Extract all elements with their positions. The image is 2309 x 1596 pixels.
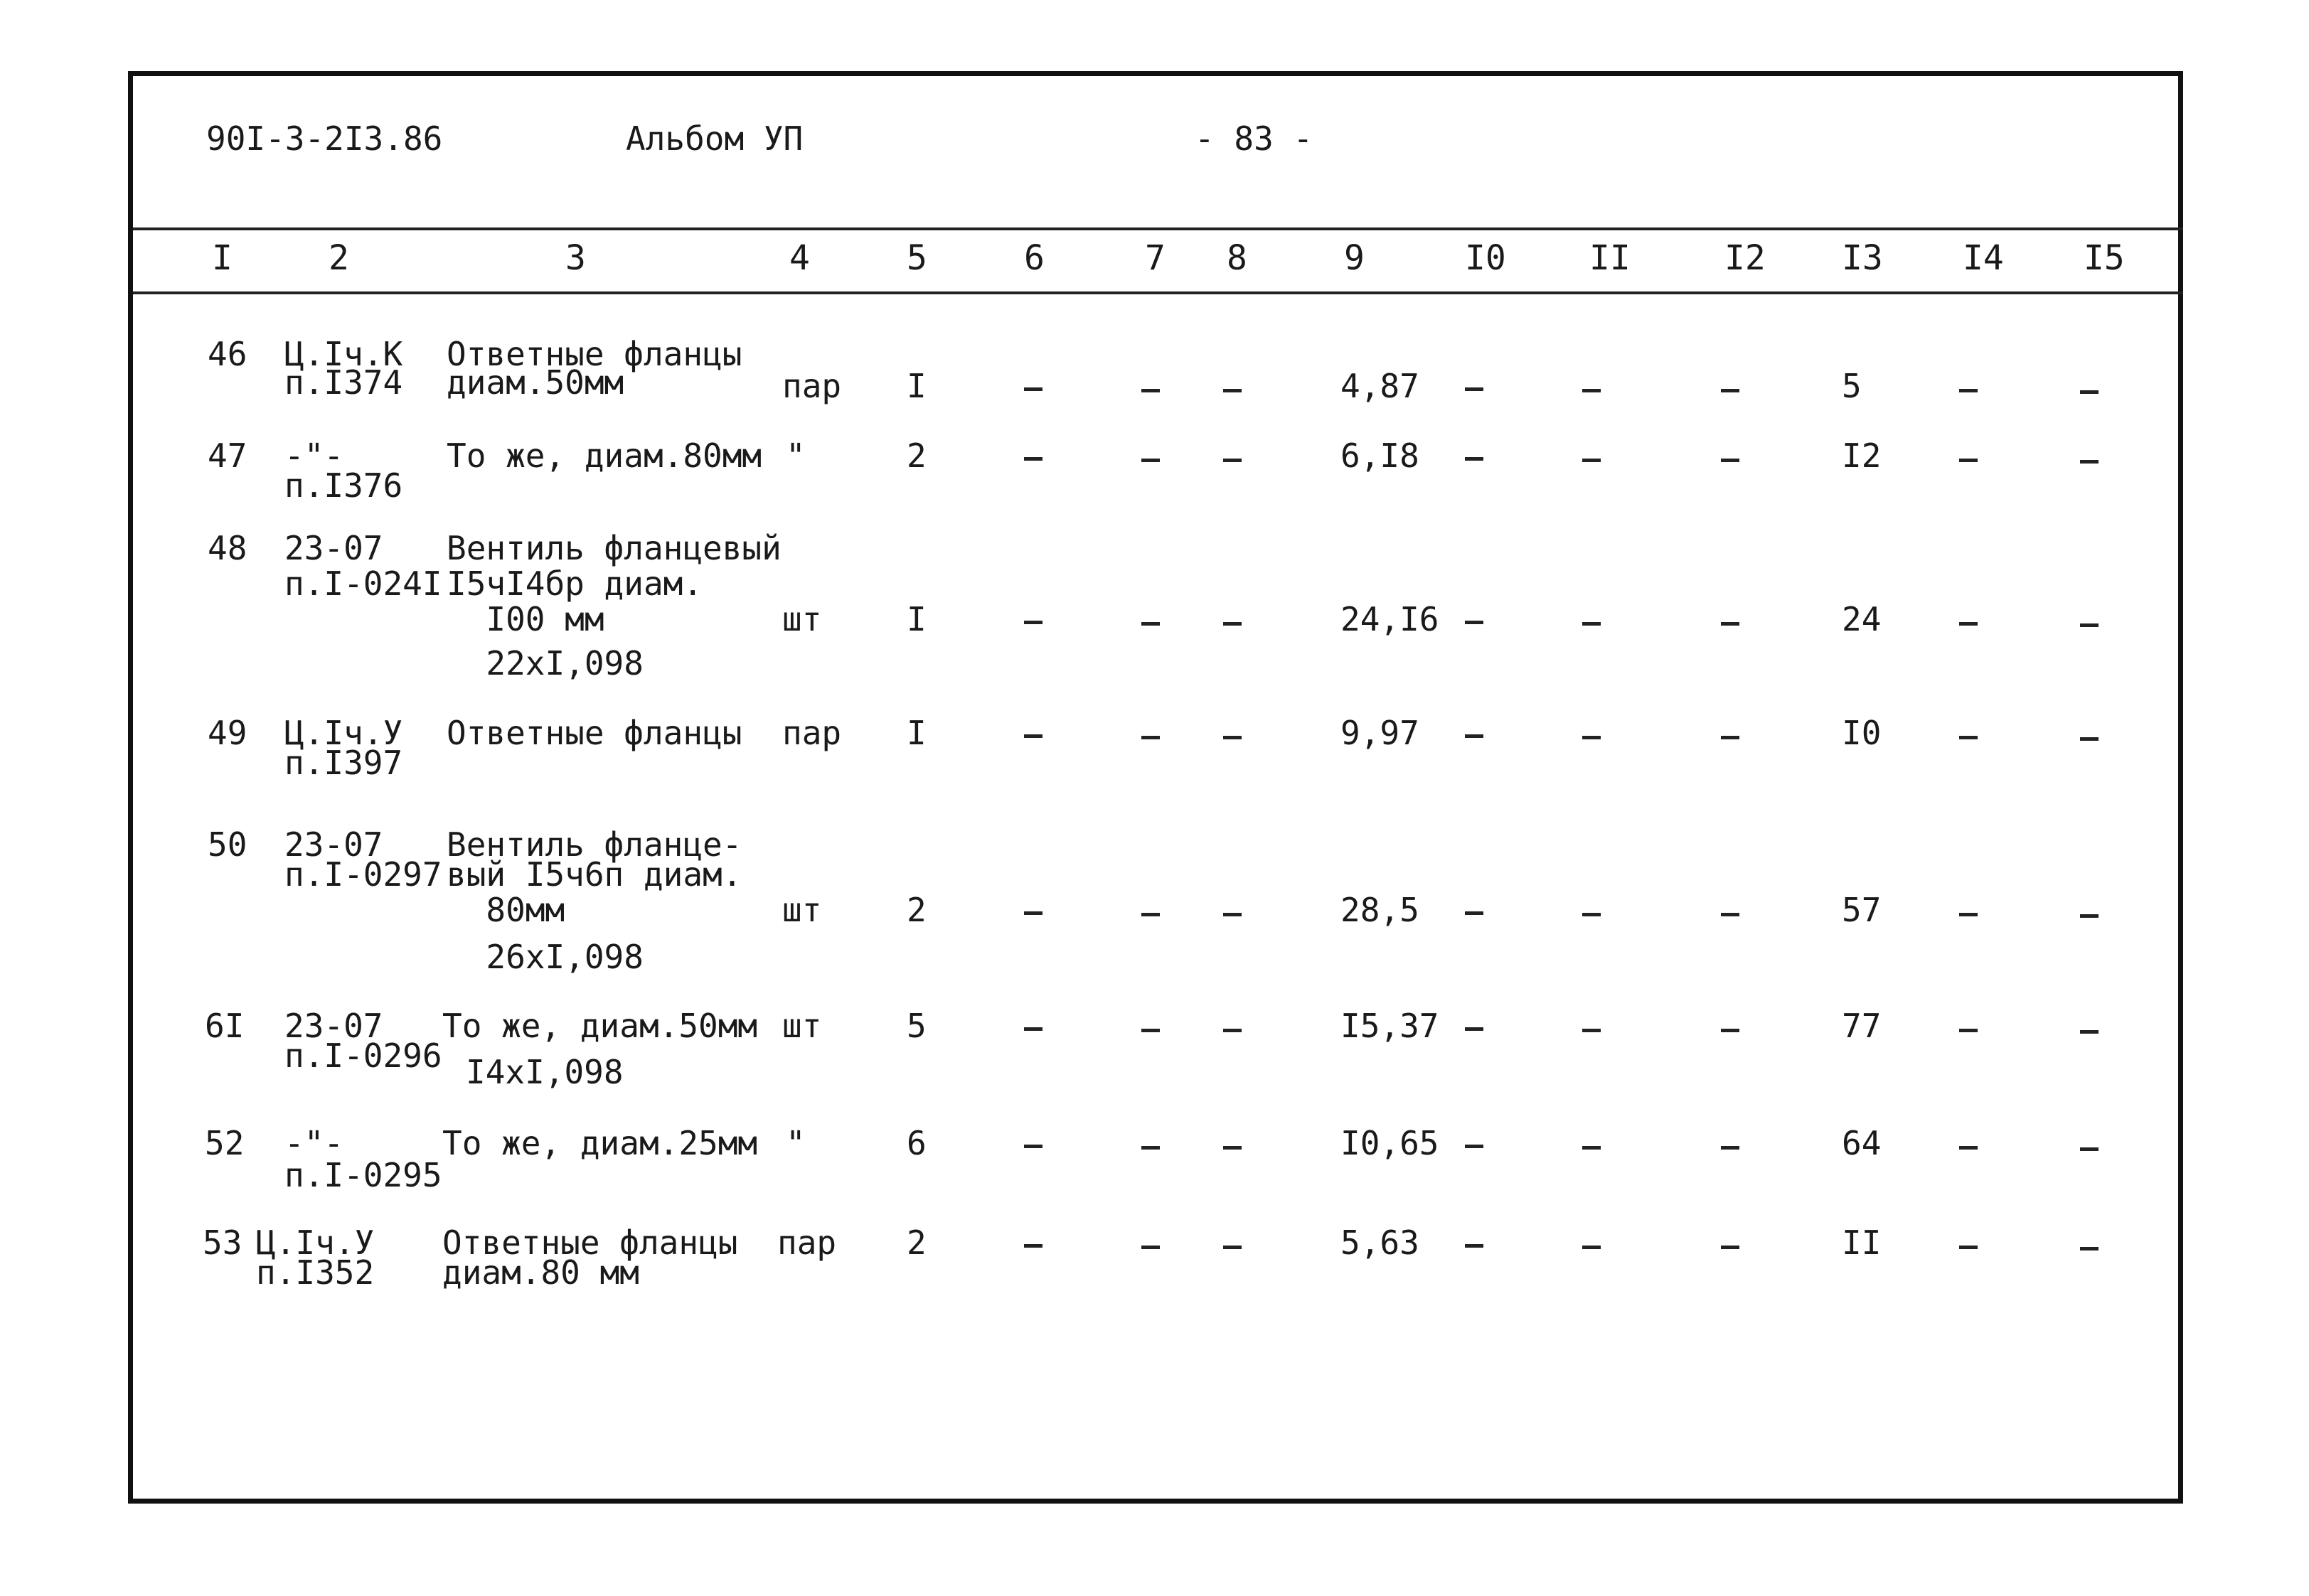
empty-cell-dash: [1024, 457, 1042, 461]
empty-cell-dash: [1465, 734, 1483, 738]
unit-price: 28,5: [1340, 891, 1419, 929]
empty-cell-dash: [1465, 457, 1483, 461]
quantity: 6: [907, 1124, 927, 1162]
col-header-11: II: [1589, 238, 1631, 278]
description: Ответные фланцы: [442, 1223, 738, 1262]
empty-cell-dash: [1582, 1146, 1601, 1150]
empty-cell-dash: [1465, 911, 1483, 915]
album-label: Альбом УП: [626, 119, 804, 158]
empty-cell-dash: [1959, 1246, 1978, 1249]
empty-cell-dash: [1141, 459, 1160, 462]
unit-price: 4,87: [1340, 367, 1419, 405]
empty-cell-dash: [2080, 1247, 2099, 1250]
quantity: 5: [907, 1007, 927, 1045]
ref-code: п.I-024I: [284, 564, 442, 603]
empty-cell-dash: [1721, 389, 1739, 392]
empty-cell-dash: [1721, 736, 1739, 739]
row-number: 52: [205, 1124, 245, 1162]
empty-cell-dash: [1223, 1246, 1242, 1249]
row-number: 53: [203, 1223, 242, 1262]
empty-cell-dash: [1465, 621, 1483, 624]
empty-cell-dash: [1223, 736, 1242, 739]
unit-price: 24,I6: [1340, 600, 1439, 638]
description: 80мм: [447, 891, 565, 929]
ref-code: -"-: [284, 437, 344, 475]
ref-code: Ц.Iч.К: [284, 335, 403, 373]
empty-cell-dash: [2080, 460, 2099, 464]
total: I2: [1842, 437, 1882, 475]
description: диам.80 мм: [442, 1253, 639, 1292]
page-frame: [128, 71, 2183, 1504]
empty-cell-dash: [1141, 736, 1160, 739]
ref-code: Ц.Iч.У: [256, 1223, 375, 1262]
empty-cell-dash: [1465, 387, 1483, 391]
empty-cell-dash: [1223, 622, 1242, 626]
total: II: [1842, 1223, 1882, 1262]
description: вый I5ч6п диам.: [447, 855, 742, 894]
empty-cell-dash: [1141, 389, 1160, 392]
ref-code: 23-07: [284, 529, 383, 567]
empty-cell-dash: [1223, 459, 1242, 462]
col-header-4: 4: [789, 238, 810, 278]
empty-cell-dash: [1582, 1029, 1601, 1032]
unit: пар: [782, 367, 842, 405]
ref-code: п.I376: [284, 466, 403, 505]
row-number: 48: [208, 529, 247, 567]
empty-cell-dash: [1223, 1146, 1242, 1150]
quantity: I: [907, 600, 927, 638]
description: Ответные фланцы: [447, 714, 742, 752]
empty-cell-dash: [1721, 1146, 1739, 1150]
empty-cell-dash: [1141, 1029, 1160, 1032]
description: диам.50мм: [447, 363, 624, 402]
empty-cell-dash: [1024, 1145, 1042, 1148]
empty-cell-dash: [1721, 622, 1739, 626]
empty-cell-dash: [1959, 622, 1978, 626]
empty-cell-dash: [1721, 459, 1739, 462]
col-header-1: I: [212, 238, 233, 278]
empty-cell-dash: [1223, 913, 1242, 916]
description: I4хI,098: [466, 1053, 624, 1091]
empty-cell-dash: [1959, 736, 1978, 739]
empty-cell-dash: [1223, 1029, 1242, 1032]
quantity: 2: [907, 437, 927, 475]
row-number: 46: [208, 335, 247, 373]
empty-cell-dash: [1582, 459, 1601, 462]
empty-cell-dash: [1959, 913, 1978, 916]
col-header-8: 8: [1227, 238, 1247, 278]
col-header-12: I2: [1724, 238, 1766, 278]
empty-cell-dash: [1582, 1246, 1601, 1249]
ref-code: 23-07: [284, 1007, 383, 1045]
empty-cell-dash: [2080, 623, 2099, 627]
col-header-15: I5: [2084, 238, 2125, 278]
empty-cell-dash: [1223, 389, 1242, 392]
unit-price: 5,63: [1340, 1223, 1419, 1262]
unit-price: 6,I8: [1340, 437, 1419, 475]
empty-cell-dash: [1024, 1244, 1042, 1248]
unit: шт: [782, 1007, 822, 1045]
description: То же, диам.80мм: [447, 437, 762, 475]
description: 22хI,098: [447, 644, 644, 682]
empty-cell-dash: [1582, 913, 1601, 916]
description: Вентиль фланце-: [447, 825, 742, 864]
total: 64: [1842, 1124, 1882, 1162]
header-rule-top: [133, 227, 2183, 230]
empty-cell-dash: [1582, 736, 1601, 739]
total: 57: [1842, 891, 1882, 929]
col-header-14: I4: [1963, 238, 2004, 278]
col-header-2: 2: [329, 238, 349, 278]
col-header-13: I3: [1842, 238, 1883, 278]
ref-code: п.I397: [284, 744, 403, 782]
unit-price: I0,65: [1340, 1124, 1439, 1162]
header-rule-bottom: [133, 291, 2183, 294]
ref-code: Ц.Iч.У: [284, 714, 403, 752]
description: 26хI,098: [447, 938, 644, 976]
description: I5чI4бр диам.: [447, 564, 703, 603]
unit: ": [786, 437, 806, 475]
description: То же, диам.50мм: [442, 1007, 758, 1045]
row-number: 6I: [205, 1007, 245, 1045]
empty-cell-dash: [1959, 1029, 1978, 1032]
page-number: - 83 -: [1195, 119, 1313, 158]
unit: шт: [782, 891, 822, 929]
empty-cell-dash: [1959, 389, 1978, 392]
description: I00 мм: [447, 600, 604, 638]
row-number: 50: [208, 825, 247, 864]
empty-cell-dash: [1141, 1146, 1160, 1150]
doc-code: 90I-3-2I3.86: [206, 119, 443, 158]
empty-cell-dash: [1721, 913, 1739, 916]
unit: ": [786, 1124, 806, 1162]
row-number: 49: [208, 714, 247, 752]
quantity: I: [907, 714, 927, 752]
col-header-6: 6: [1024, 238, 1045, 278]
col-header-7: 7: [1145, 238, 1166, 278]
unit: пар: [777, 1223, 837, 1262]
ref-code: п.I374: [284, 363, 403, 402]
unit: пар: [782, 714, 842, 752]
total: 77: [1842, 1007, 1882, 1045]
description: То же, диам.25мм: [442, 1124, 758, 1162]
empty-cell-dash: [1024, 621, 1042, 624]
empty-cell-dash: [1582, 389, 1601, 392]
col-header-3: 3: [565, 238, 586, 278]
empty-cell-dash: [2080, 390, 2099, 394]
empty-cell-dash: [1141, 1246, 1160, 1249]
unit-price: I5,37: [1340, 1007, 1439, 1045]
ref-code: п.I-0297: [284, 855, 442, 894]
empty-cell-dash: [1141, 622, 1160, 626]
empty-cell-dash: [1024, 1027, 1042, 1031]
row-number: 47: [208, 437, 247, 475]
empty-cell-dash: [1582, 622, 1601, 626]
empty-cell-dash: [1959, 1146, 1978, 1150]
quantity: 2: [907, 891, 927, 929]
ref-code: п.I-0296: [284, 1037, 442, 1075]
empty-cell-dash: [1959, 459, 1978, 462]
empty-cell-dash: [1141, 913, 1160, 916]
ref-code: 23-07: [284, 825, 383, 864]
empty-cell-dash: [2080, 1147, 2099, 1151]
empty-cell-dash: [1024, 734, 1042, 738]
empty-cell-dash: [1024, 911, 1042, 915]
unit: шт: [782, 600, 822, 638]
description: Ответные фланцы: [447, 335, 742, 373]
total: 24: [1842, 600, 1882, 638]
empty-cell-dash: [1465, 1244, 1483, 1248]
col-header-5: 5: [907, 238, 927, 278]
description: Вентиль фланцевый: [447, 529, 782, 567]
col-header-10: I0: [1465, 238, 1506, 278]
empty-cell-dash: [2080, 914, 2099, 918]
quantity: I: [907, 367, 927, 405]
ref-code: п.I352: [256, 1253, 375, 1292]
empty-cell-dash: [1465, 1145, 1483, 1148]
empty-cell-dash: [2080, 737, 2099, 741]
total: I0: [1842, 714, 1882, 752]
ref-code: п.I-0295: [284, 1156, 442, 1194]
empty-cell-dash: [1465, 1027, 1483, 1031]
total: 5: [1842, 367, 1862, 405]
empty-cell-dash: [1721, 1029, 1739, 1032]
empty-cell-dash: [1721, 1246, 1739, 1249]
empty-cell-dash: [1024, 387, 1042, 391]
ref-code: -"-: [284, 1124, 344, 1162]
empty-cell-dash: [2080, 1030, 2099, 1034]
quantity: 2: [907, 1223, 927, 1262]
col-header-9: 9: [1344, 238, 1365, 278]
unit-price: 9,97: [1340, 714, 1419, 752]
